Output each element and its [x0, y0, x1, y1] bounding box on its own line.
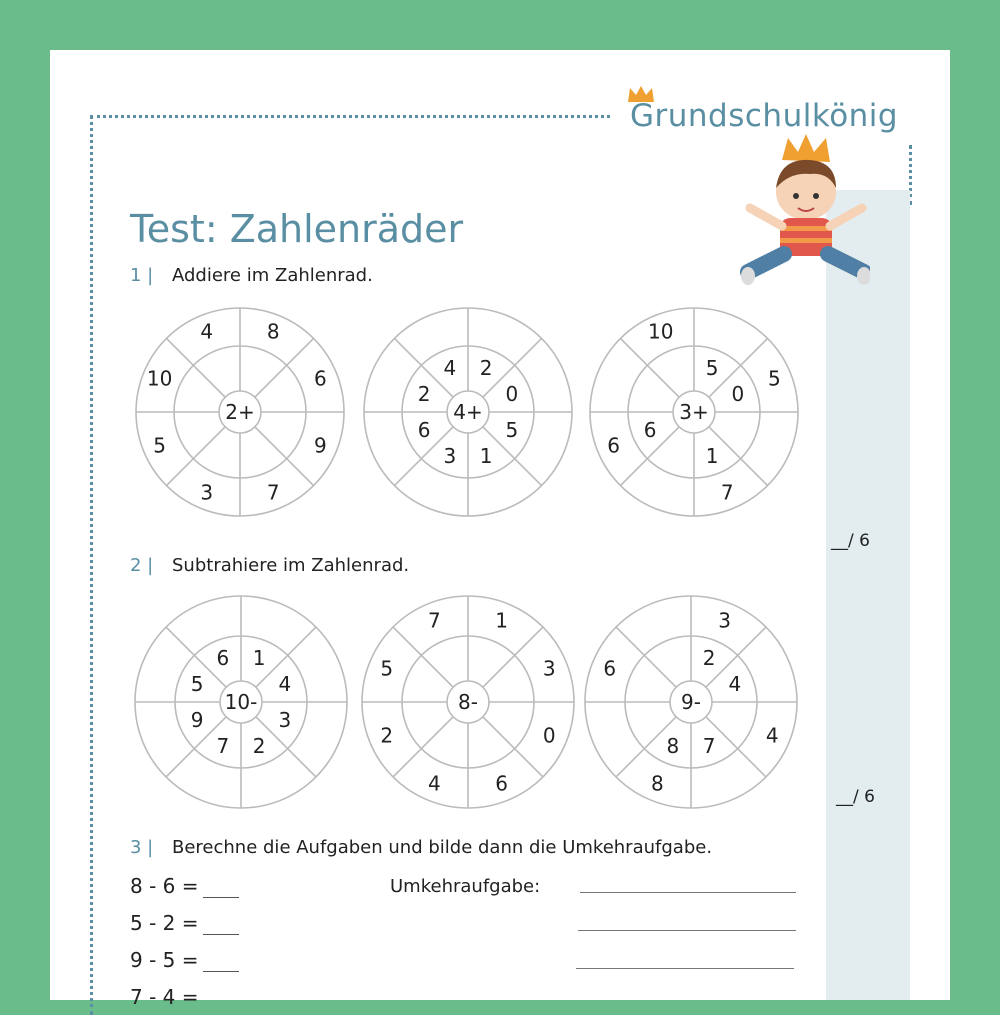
wheel-inner-number: 4 — [278, 671, 292, 696]
equation-row — [130, 874, 239, 898]
wheel-outer-number: 7 — [427, 608, 441, 633]
wheel-inner-number: 7 — [702, 733, 716, 758]
task-number: 2 | — [130, 555, 154, 576]
wheel-inner-number: 4 — [443, 356, 457, 381]
wheel-inner-number: 9 — [190, 708, 204, 733]
wheel-inner-number: 1 — [705, 443, 719, 468]
task-text: Addiere im Zahlenrad. — [172, 265, 373, 286]
wheel-spoke — [393, 717, 453, 777]
score-task-2: __/ 6 — [836, 787, 875, 807]
wheel-center: 9- — [681, 690, 701, 714]
inverse-answer-line[interactable] — [576, 968, 794, 969]
wheel-outer-number: 3 — [542, 656, 556, 681]
wheel-outer-number: 7 — [266, 480, 280, 505]
wheel-center: 2+ — [225, 400, 255, 424]
wheel-outer-number: 3 — [718, 608, 732, 633]
wheel-outer-number: 3 — [200, 480, 214, 505]
task-text: Subtrahiere im Zahlenrad. — [172, 555, 410, 576]
wheel-inner-number: 3 — [443, 443, 457, 468]
wheel-inner-number: 1 — [252, 646, 266, 671]
wheel-outer-number: 10 — [647, 319, 674, 344]
score-task-1: __/ 6 — [831, 531, 870, 551]
answer-blank[interactable] — [203, 953, 239, 972]
inverse-answer-line[interactable] — [578, 930, 796, 931]
wheel-inner-number: 5 — [705, 356, 719, 381]
wheel-outer-number: 5 — [380, 656, 394, 681]
page-title: Test: Zahlenräder — [130, 207, 464, 251]
wheel-outer-number: 6 — [495, 771, 509, 796]
wheel-inner-number: 6 — [216, 646, 230, 671]
wheel-inner-number: 2 — [479, 356, 493, 381]
number-wheels — [50, 50, 950, 1000]
wheel-spoke — [483, 627, 543, 687]
wheel-inner-number: 6 — [643, 418, 657, 443]
wheel-inner-number: 5 — [505, 418, 519, 443]
answer-blank[interactable] — [203, 916, 239, 935]
equation-text: 9 - 5 = — [130, 948, 199, 972]
equation-row — [130, 985, 199, 1009]
wheel-inner-number: 6 — [417, 418, 431, 443]
wheel-outer-number: 5 — [153, 433, 166, 458]
wheel-outer-number: 4 — [427, 771, 441, 796]
wheel-center: 3+ — [679, 400, 709, 424]
wheel-outer-number: 4 — [765, 723, 779, 748]
equation-text: 7 - 4 = — [130, 985, 199, 1009]
worksheet — [50, 50, 950, 1009]
answer-blank[interactable] — [203, 879, 239, 898]
wheel-outer-number: 6 — [607, 433, 620, 458]
number-wheel — [364, 308, 572, 516]
inverse-label: Umkehraufgabe: — [390, 876, 541, 897]
number-wheel — [362, 596, 574, 808]
wheel-inner-number: 3 — [278, 708, 292, 733]
wheel-spoke — [393, 627, 453, 687]
task-number: 1 | — [130, 265, 154, 286]
wheel-outer-number: 10 — [146, 366, 173, 391]
wheel-outer-number: 4 — [200, 319, 214, 344]
wheel-inner-number: 2 — [702, 646, 716, 671]
task-text: Berechne die Aufgaben und bilde dann die Umkehraufgabe. — [172, 837, 713, 858]
equation-text: 8 - 6 = — [130, 874, 199, 898]
task-number: 3 | — [130, 837, 154, 858]
wheel-spoke — [483, 717, 543, 777]
wheel-spoke — [166, 427, 225, 486]
wheel-inner-number: 0 — [731, 381, 745, 406]
wheel-outer-number: 9 — [314, 433, 327, 458]
wheel-inner-number: 5 — [190, 671, 204, 696]
wheel-center: 4+ — [453, 400, 483, 424]
wheel-spoke — [616, 627, 676, 687]
wheel-inner-number: 0 — [505, 381, 519, 406]
wheel-inner-number: 1 — [479, 443, 493, 468]
wheel-outer-number: 7 — [720, 480, 734, 505]
number-wheel — [585, 596, 797, 808]
brand-logo: Grundschulkönig — [630, 98, 899, 134]
wheel-inner-number: 2 — [252, 733, 266, 758]
wheel-outer-number: 2 — [380, 723, 394, 748]
equation-text: 5 - 2 = — [130, 911, 199, 935]
wheel-center: 8- — [458, 690, 478, 714]
wheel-inner-number: 2 — [417, 381, 431, 406]
wheel-spoke — [166, 338, 225, 397]
number-wheel — [590, 308, 798, 516]
wheel-spoke — [255, 427, 314, 486]
wheel-spoke — [255, 338, 314, 397]
number-wheel — [135, 596, 347, 808]
wheel-outer-number: 8 — [650, 771, 664, 796]
wheel-inner-number: 7 — [216, 733, 230, 758]
wheel-inner-number: 8 — [666, 733, 680, 758]
wheel-outer-number: 6 — [314, 366, 327, 391]
wheel-spoke — [620, 338, 679, 397]
wheel-inner-number: 4 — [728, 671, 742, 696]
wheel-center: 10- — [224, 690, 258, 714]
wheel-outer-number: 6 — [603, 656, 617, 681]
inverse-answer-line[interactable] — [580, 892, 796, 893]
wheel-outer-number: 0 — [542, 723, 556, 748]
wheel-outer-number: 5 — [768, 366, 781, 391]
equation-row — [130, 911, 239, 935]
equation-row — [130, 948, 239, 972]
wheel-outer-number: 1 — [495, 608, 509, 633]
wheel-outer-number: 8 — [266, 319, 280, 344]
number-wheel — [136, 308, 344, 516]
